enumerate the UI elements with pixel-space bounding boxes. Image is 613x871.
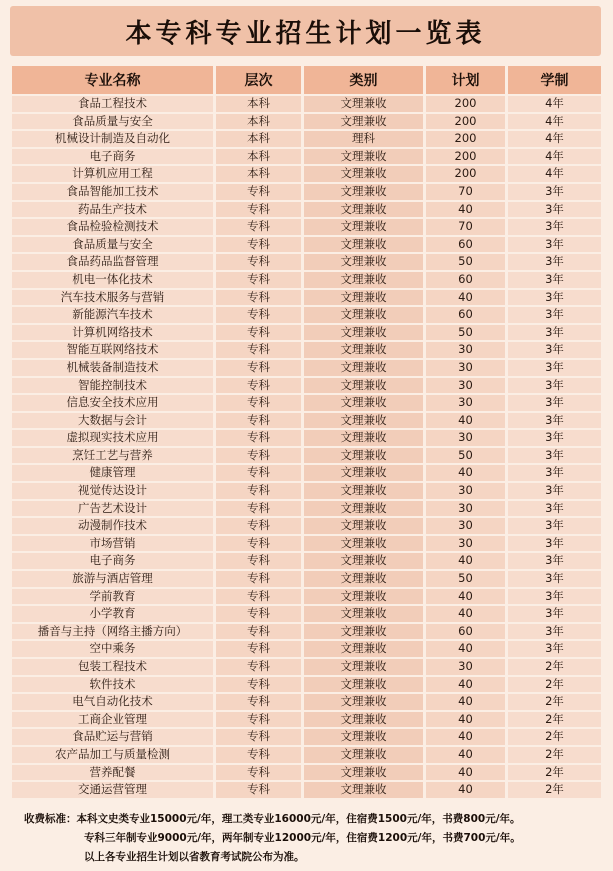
cell-years: 2年	[508, 747, 601, 763]
header-major-name: 专业名称	[12, 66, 216, 94]
header-plan: 计划	[426, 66, 508, 94]
table-row	[12, 465, 601, 481]
cell-plan: 60	[426, 237, 508, 253]
cell-major-name: 虚拟现实技术应用	[12, 430, 216, 446]
cell-major-name: 食品质量与安全	[12, 114, 216, 130]
cell-major-name: 广告艺术设计	[12, 501, 216, 517]
cell-major-name: 营养配餐	[12, 765, 216, 781]
cell-major-name: 食品工程技术	[12, 96, 216, 112]
cell-category: 文理兼收	[304, 430, 426, 446]
cell-major-name: 小学教育	[12, 606, 216, 622]
cell-years: 4年	[508, 114, 601, 130]
cell-major-name: 机械装备制造技术	[12, 360, 216, 376]
table-row	[12, 712, 601, 728]
cell-category: 文理兼收	[304, 694, 426, 710]
cell-level: 专科	[216, 518, 304, 534]
cell-plan: 30	[426, 395, 508, 411]
table-row	[12, 536, 601, 552]
table-row	[12, 624, 601, 640]
header-years: 学制	[508, 66, 601, 94]
cell-years: 3年	[508, 237, 601, 253]
cell-level: 本科	[216, 114, 304, 130]
cell-plan: 30	[426, 360, 508, 376]
cell-level: 专科	[216, 483, 304, 499]
cell-category: 文理兼收	[304, 483, 426, 499]
cell-years: 3年	[508, 448, 601, 464]
cell-years: 4年	[508, 96, 601, 112]
cell-plan: 30	[426, 483, 508, 499]
cell-major-name: 视觉传达设计	[12, 483, 216, 499]
cell-plan: 30	[426, 659, 508, 675]
cell-level: 本科	[216, 166, 304, 182]
cell-level: 专科	[216, 712, 304, 728]
cell-major-name: 软件技术	[12, 677, 216, 693]
cell-category: 文理兼收	[304, 166, 426, 182]
cell-level: 专科	[216, 571, 304, 587]
cell-major-name: 电子商务	[12, 553, 216, 569]
cell-level: 专科	[216, 342, 304, 358]
table-row	[12, 641, 601, 657]
cell-category: 文理兼收	[304, 747, 426, 763]
table-row	[12, 501, 601, 517]
cell-category: 文理兼收	[304, 272, 426, 288]
cell-major-name: 农产品加工与质量检测	[12, 747, 216, 763]
cell-major-name: 食品智能加工技术	[12, 184, 216, 200]
cell-plan: 70	[426, 184, 508, 200]
cell-level: 专科	[216, 606, 304, 622]
table-row	[12, 131, 601, 147]
cell-major-name: 食品贮运与营销	[12, 729, 216, 745]
cell-years: 2年	[508, 712, 601, 728]
cell-plan: 30	[426, 536, 508, 552]
cell-plan: 30	[426, 342, 508, 358]
cell-years: 3年	[508, 307, 601, 323]
cell-major-name: 工商企业管理	[12, 712, 216, 728]
cell-major-name: 食品药品监督管理	[12, 254, 216, 270]
cell-plan: 50	[426, 254, 508, 270]
table-row	[12, 342, 601, 358]
cell-category: 文理兼收	[304, 307, 426, 323]
cell-major-name: 新能源汽车技术	[12, 307, 216, 323]
cell-plan: 200	[426, 131, 508, 147]
cell-major-name: 烹饪工艺与营养	[12, 448, 216, 464]
cell-category: 文理兼收	[304, 360, 426, 376]
cell-plan: 40	[426, 694, 508, 710]
cell-level: 专科	[216, 325, 304, 341]
cell-level: 专科	[216, 553, 304, 569]
cell-years: 3年	[508, 571, 601, 587]
cell-category: 文理兼收	[304, 729, 426, 745]
cell-years: 4年	[508, 131, 601, 147]
table-row	[12, 430, 601, 446]
cell-category: 文理兼收	[304, 536, 426, 552]
cell-plan: 40	[426, 729, 508, 745]
cell-major-name: 包装工程技术	[12, 659, 216, 675]
table-row	[12, 166, 601, 182]
table-row	[12, 659, 601, 675]
cell-years: 4年	[508, 149, 601, 165]
cell-level: 专科	[216, 624, 304, 640]
table-row	[12, 149, 601, 165]
table-row	[12, 237, 601, 253]
cell-years: 3年	[508, 606, 601, 622]
cell-years: 3年	[508, 360, 601, 376]
cell-level: 专科	[216, 307, 304, 323]
cell-major-name: 大数据与会计	[12, 413, 216, 429]
cell-years: 3年	[508, 641, 601, 657]
table-row	[12, 413, 601, 429]
cell-major-name: 空中乘务	[12, 641, 216, 657]
cell-plan: 40	[426, 202, 508, 218]
table-row	[12, 677, 601, 693]
cell-years: 2年	[508, 729, 601, 745]
cell-plan: 60	[426, 272, 508, 288]
cell-major-name: 机电一体化技术	[12, 272, 216, 288]
cell-major-name: 机械设计制造及自动化	[12, 131, 216, 147]
cell-category: 文理兼收	[304, 114, 426, 130]
cell-plan: 200	[426, 96, 508, 112]
table-row	[12, 96, 601, 112]
cell-category: 文理兼收	[304, 395, 426, 411]
cell-years: 3年	[508, 413, 601, 429]
cell-category: 文理兼收	[304, 184, 426, 200]
table-row	[12, 202, 601, 218]
cell-major-name: 播音与主持（网络主播方向）	[12, 624, 216, 640]
cell-years: 3年	[508, 342, 601, 358]
fee-note-line: 以上各专业招生计划以省教育考试院公布为准。	[84, 851, 305, 863]
cell-level: 专科	[216, 395, 304, 411]
table-row	[12, 307, 601, 323]
cell-category: 文理兼收	[304, 553, 426, 569]
cell-level: 专科	[216, 360, 304, 376]
table-row	[12, 114, 601, 130]
cell-level: 专科	[216, 465, 304, 481]
cell-major-name: 汽车技术服务与营销	[12, 290, 216, 306]
cell-category: 文理兼收	[304, 589, 426, 605]
cell-plan: 30	[426, 378, 508, 394]
cell-years: 3年	[508, 378, 601, 394]
cell-category: 理科	[304, 131, 426, 147]
table-row	[12, 518, 601, 534]
cell-plan: 30	[426, 518, 508, 534]
cell-years: 3年	[508, 290, 601, 306]
cell-plan: 40	[426, 413, 508, 429]
cell-major-name: 食品质量与安全	[12, 237, 216, 253]
cell-plan: 70	[426, 219, 508, 235]
cell-level: 本科	[216, 96, 304, 112]
cell-years: 3年	[508, 184, 601, 200]
cell-plan: 200	[426, 166, 508, 182]
cell-category: 文理兼收	[304, 149, 426, 165]
table-row	[12, 765, 601, 781]
cell-major-name: 电气自动化技术	[12, 694, 216, 710]
cell-years: 2年	[508, 782, 601, 798]
cell-level: 专科	[216, 536, 304, 552]
cell-category: 文理兼收	[304, 378, 426, 394]
table-row	[12, 589, 601, 605]
cell-category: 文理兼收	[304, 465, 426, 481]
enrollment-plan-table	[12, 64, 601, 800]
cell-category: 文理兼收	[304, 413, 426, 429]
cell-plan: 40	[426, 589, 508, 605]
cell-level: 专科	[216, 501, 304, 517]
cell-plan: 40	[426, 606, 508, 622]
cell-plan: 50	[426, 571, 508, 587]
cell-level: 专科	[216, 589, 304, 605]
cell-years: 3年	[508, 325, 601, 341]
cell-plan: 40	[426, 677, 508, 693]
cell-major-name: 计算机应用工程	[12, 166, 216, 182]
cell-level: 专科	[216, 782, 304, 798]
cell-major-name: 旅游与酒店管理	[12, 571, 216, 587]
cell-level: 专科	[216, 272, 304, 288]
cell-plan: 40	[426, 290, 508, 306]
cell-plan: 60	[426, 624, 508, 640]
cell-plan: 40	[426, 747, 508, 763]
cell-years: 3年	[508, 219, 601, 235]
cell-major-name: 学前教育	[12, 589, 216, 605]
fee-note-line: 收费标准：本科文史类专业15000元/年，理工类专业16000元/年，住宿费1500元/年，书费800元/年。	[24, 813, 521, 825]
cell-major-name: 药品生产技术	[12, 202, 216, 218]
cell-category: 文理兼收	[304, 518, 426, 534]
cell-plan: 50	[426, 448, 508, 464]
cell-level: 专科	[216, 747, 304, 763]
cell-category: 文理兼收	[304, 219, 426, 235]
table-row	[12, 747, 601, 763]
cell-level: 专科	[216, 254, 304, 270]
header-category: 类别	[304, 66, 426, 94]
cell-category: 文理兼收	[304, 202, 426, 218]
cell-category: 文理兼收	[304, 606, 426, 622]
cell-years: 2年	[508, 659, 601, 675]
cell-plan: 40	[426, 765, 508, 781]
cell-category: 文理兼收	[304, 571, 426, 587]
cell-major-name: 动漫制作技术	[12, 518, 216, 534]
cell-years: 3年	[508, 465, 601, 481]
table-row	[12, 606, 601, 622]
cell-years: 3年	[508, 395, 601, 411]
cell-level: 专科	[216, 729, 304, 745]
cell-years: 3年	[508, 553, 601, 569]
cell-level: 专科	[216, 677, 304, 693]
cell-years: 3年	[508, 430, 601, 446]
table-row	[12, 729, 601, 745]
cell-years: 3年	[508, 624, 601, 640]
cell-category: 文理兼收	[304, 677, 426, 693]
cell-level: 专科	[216, 641, 304, 657]
cell-level: 专科	[216, 430, 304, 446]
cell-level: 专科	[216, 290, 304, 306]
cell-category: 文理兼收	[304, 448, 426, 464]
cell-years: 3年	[508, 589, 601, 605]
cell-category: 文理兼收	[304, 237, 426, 253]
cell-plan: 40	[426, 712, 508, 728]
cell-category: 文理兼收	[304, 342, 426, 358]
cell-level: 专科	[216, 694, 304, 710]
cell-category: 文理兼收	[304, 765, 426, 781]
cell-plan: 50	[426, 325, 508, 341]
cell-major-name: 市场营销	[12, 536, 216, 552]
cell-category: 文理兼收	[304, 96, 426, 112]
table-row	[12, 571, 601, 587]
cell-level: 专科	[216, 413, 304, 429]
cell-major-name: 食品检验检测技术	[12, 219, 216, 235]
fee-note-line: 专科三年制专业9000元/年，两年制专业12000元/年，住宿费1200元/年，书费700元/年。	[84, 832, 521, 844]
cell-category: 文理兼收	[304, 325, 426, 341]
table-row	[12, 290, 601, 306]
table-body	[12, 96, 601, 798]
cell-years: 3年	[508, 254, 601, 270]
cell-years: 3年	[508, 272, 601, 288]
cell-major-name: 计算机网络技术	[12, 325, 216, 341]
table-row	[12, 184, 601, 200]
cell-years: 2年	[508, 694, 601, 710]
cell-level: 专科	[216, 378, 304, 394]
cell-category: 文理兼收	[304, 501, 426, 517]
cell-level: 专科	[216, 765, 304, 781]
fee-notes	[24, 810, 594, 867]
cell-category: 文理兼收	[304, 641, 426, 657]
cell-major-name: 交通运营管理	[12, 782, 216, 798]
table-row	[12, 360, 601, 376]
cell-years: 4年	[508, 166, 601, 182]
cell-plan: 40	[426, 641, 508, 657]
cell-major-name: 健康管理	[12, 465, 216, 481]
cell-years: 3年	[508, 536, 601, 552]
cell-major-name: 智能互联网络技术	[12, 342, 216, 358]
cell-category: 文理兼收	[304, 782, 426, 798]
cell-level: 专科	[216, 659, 304, 675]
table-row	[12, 483, 601, 499]
table-row	[12, 553, 601, 569]
cell-category: 文理兼收	[304, 254, 426, 270]
cell-plan: 40	[426, 553, 508, 569]
cell-major-name: 智能控制技术	[12, 378, 216, 394]
cell-plan: 60	[426, 307, 508, 323]
cell-plan: 40	[426, 465, 508, 481]
table-row	[12, 219, 601, 235]
table-row	[12, 395, 601, 411]
table-row	[12, 448, 601, 464]
page-title: 本专科专业招生计划一览表	[10, 6, 601, 56]
cell-level: 专科	[216, 219, 304, 235]
cell-category: 文理兼收	[304, 624, 426, 640]
table-header-row	[12, 66, 601, 94]
cell-level: 专科	[216, 202, 304, 218]
cell-plan: 30	[426, 430, 508, 446]
cell-plan: 200	[426, 149, 508, 165]
table-row	[12, 378, 601, 394]
cell-plan: 200	[426, 114, 508, 130]
cell-plan: 30	[426, 501, 508, 517]
table-row	[12, 325, 601, 341]
cell-years: 3年	[508, 202, 601, 218]
cell-level: 专科	[216, 184, 304, 200]
table-row	[12, 254, 601, 270]
cell-category: 文理兼收	[304, 290, 426, 306]
cell-level: 专科	[216, 237, 304, 253]
cell-category: 文理兼收	[304, 712, 426, 728]
table-row	[12, 782, 601, 798]
cell-major-name: 信息安全技术应用	[12, 395, 216, 411]
table-row	[12, 694, 601, 710]
cell-plan: 40	[426, 782, 508, 798]
cell-level: 本科	[216, 131, 304, 147]
table-row	[12, 272, 601, 288]
cell-years: 2年	[508, 677, 601, 693]
cell-years: 3年	[508, 518, 601, 534]
cell-years: 3年	[508, 483, 601, 499]
cell-level: 专科	[216, 448, 304, 464]
cell-years: 3年	[508, 501, 601, 517]
cell-level: 本科	[216, 149, 304, 165]
cell-major-name: 电子商务	[12, 149, 216, 165]
cell-category: 文理兼收	[304, 659, 426, 675]
cell-years: 2年	[508, 765, 601, 781]
header-level: 层次	[216, 66, 304, 94]
